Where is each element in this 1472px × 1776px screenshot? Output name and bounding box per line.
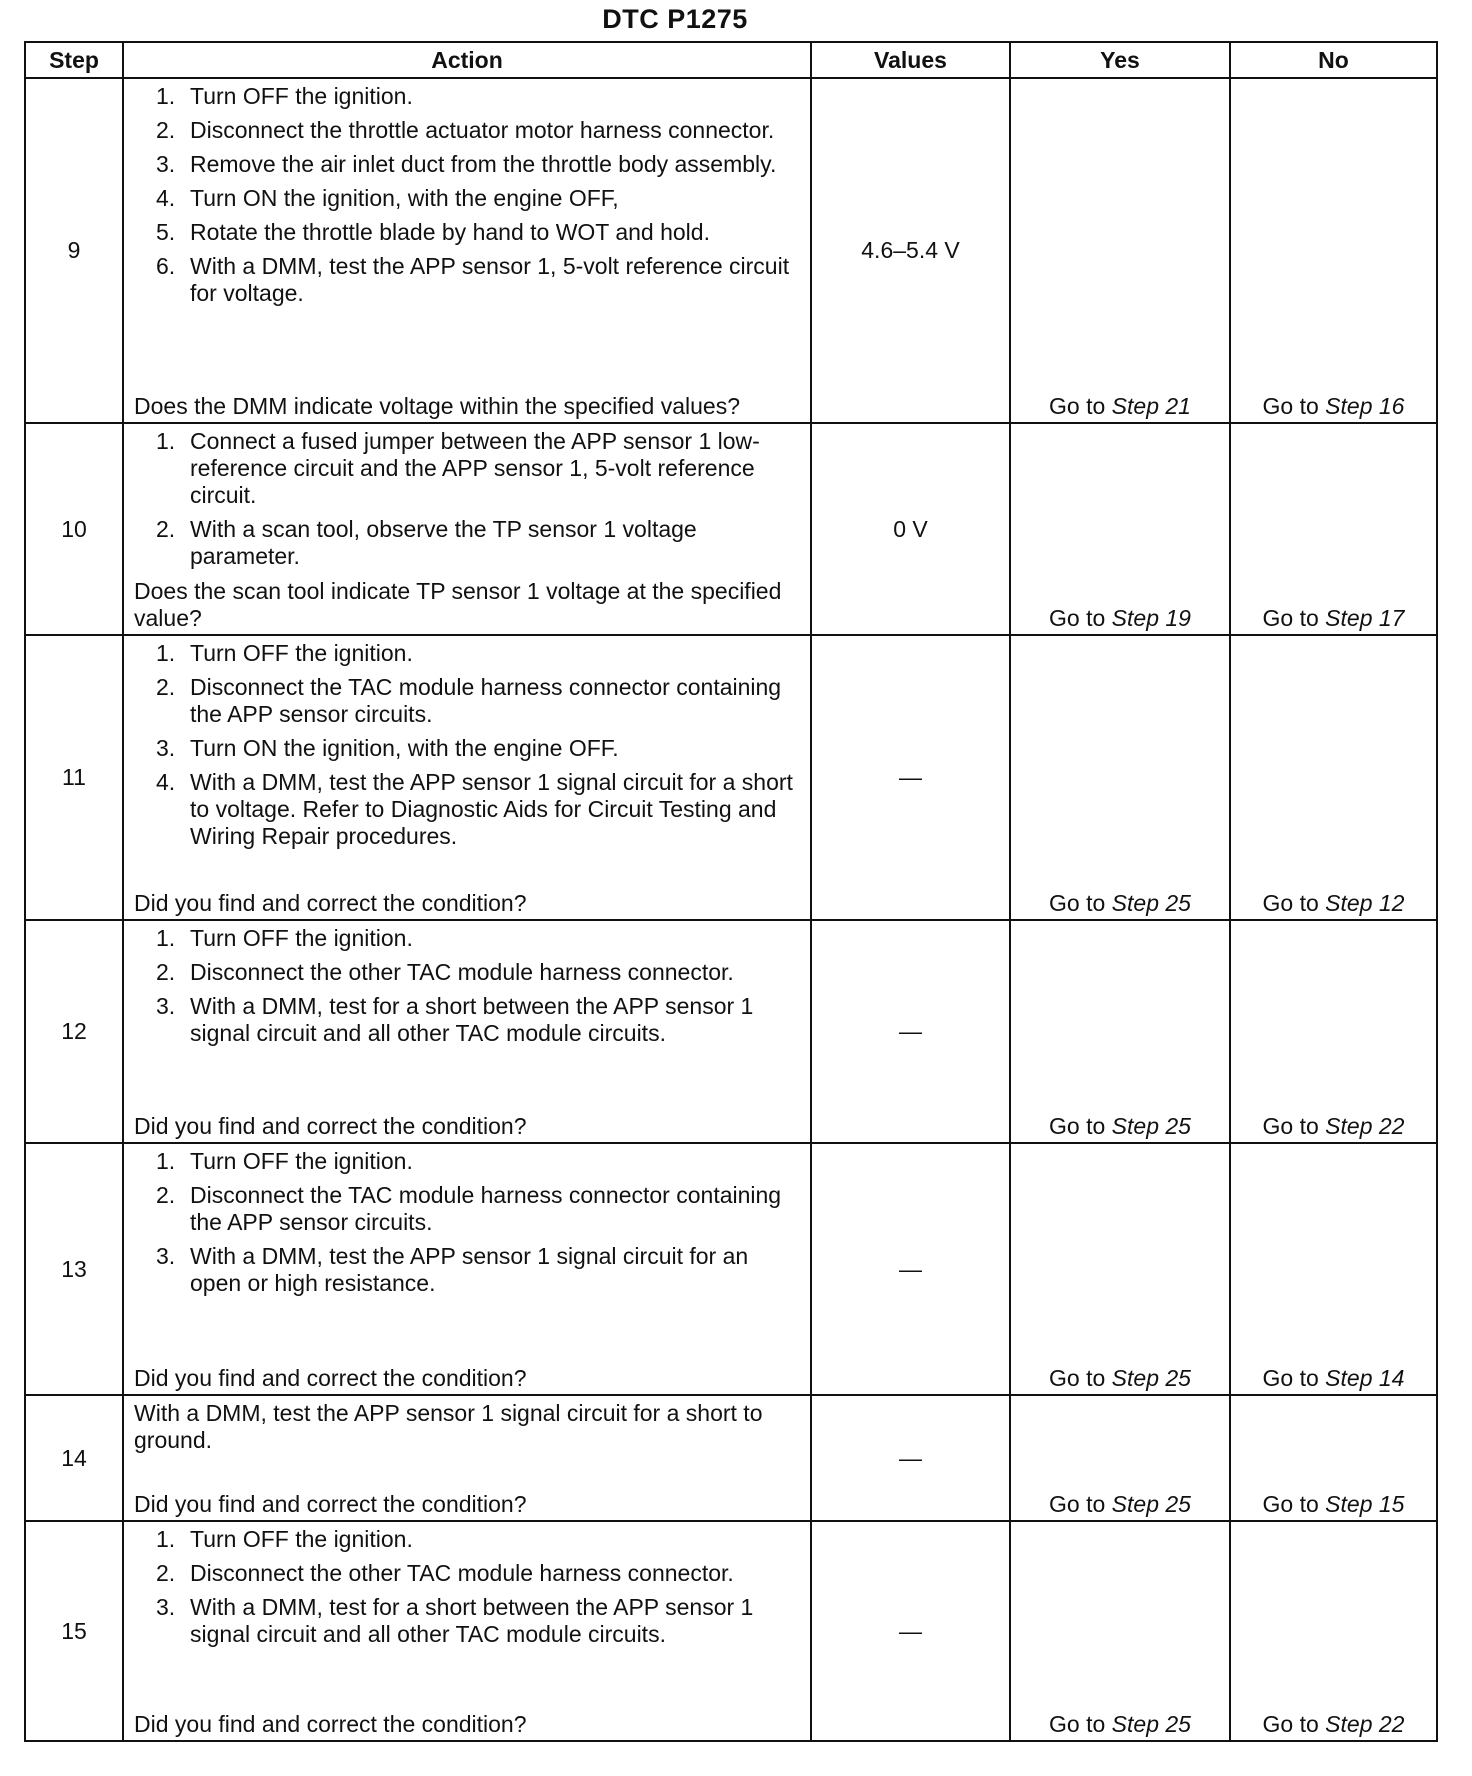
procedure-item-number: 2. [156, 516, 176, 542]
no-cell [1230, 1395, 1437, 1521]
procedure-item-text: Turn OFF the ignition. [190, 1526, 413, 1552]
goto-prefix: Go to [1262, 1365, 1319, 1391]
procedure-item-number: 4. [156, 185, 176, 211]
procedure-item-text: Disconnect the TAC module harness connector containing the APP sensor circuits. [190, 674, 782, 727]
value-cell [811, 1143, 1010, 1395]
procedure-list [134, 925, 802, 1047]
procedure-item-number: 2. [156, 959, 176, 985]
goto-step-link[interactable]: Step 12 [1325, 890, 1405, 916]
procedure-item-number: 3. [156, 993, 176, 1019]
goto-prefix: Go to [1049, 1113, 1106, 1139]
spec-value: — [899, 1255, 922, 1282]
goto-step-link[interactable]: Step 25 [1111, 1113, 1191, 1139]
no-cell [1230, 1521, 1437, 1741]
action-cell [123, 635, 811, 920]
procedure-item-text: Disconnect the TAC module harness connector containing the APP sensor circuits. [190, 1182, 782, 1235]
goto-prefix: Go to [1262, 1113, 1319, 1139]
procedure-item [134, 1182, 802, 1236]
goto-step-link[interactable]: Step 25 [1111, 890, 1191, 916]
table-row [25, 423, 1437, 635]
yes-cell [1010, 423, 1230, 635]
goto-prefix: Go to [1049, 1365, 1106, 1391]
procedure-item [134, 219, 802, 246]
procedure-item-number: 3. [156, 735, 176, 761]
goto-prefix: Go to [1262, 1711, 1319, 1737]
step-number: 10 [25, 423, 123, 635]
value-cell [811, 1521, 1010, 1741]
procedure-list [134, 1148, 802, 1297]
value-cell [811, 920, 1010, 1143]
action-content [134, 83, 802, 420]
spec-value: — [899, 1018, 922, 1044]
procedure-item [134, 185, 802, 212]
action-content [134, 428, 802, 632]
goto-step-link[interactable]: Step 17 [1325, 605, 1405, 631]
goto-step-link[interactable]: Step 25 [1111, 1491, 1191, 1517]
procedure-list [134, 83, 802, 307]
action-cell [123, 1143, 811, 1395]
action-content [134, 925, 802, 1140]
diagnostic-table [24, 41, 1438, 1742]
table-row [25, 635, 1437, 920]
value-cell [811, 1395, 1010, 1521]
action-question: Did you find and correct the condition? [134, 1711, 527, 1737]
goto-step-link[interactable]: Step 22 [1325, 1113, 1405, 1139]
procedure-item-text: With a DMM, test the APP sensor 1 signal circuit for a short to voltage. Refer to Diagnostic Aids for Circuit Testing and Wiring Repair procedures. [190, 769, 793, 849]
action-question: Does the DMM indicate voltage within the specified values? [134, 393, 740, 419]
procedure-item-number: 2. [156, 1560, 176, 1586]
table-row [25, 1521, 1437, 1741]
procedure-item-number: 2. [156, 117, 176, 143]
procedure-item-text: Turn OFF the ignition. [190, 640, 413, 666]
procedure-item-number: 3. [156, 1594, 176, 1620]
step-number: 15 [25, 1521, 123, 1741]
goto-prefix: Go to [1049, 605, 1106, 631]
goto-prefix: Go to [1049, 1491, 1106, 1517]
procedure-list [134, 428, 802, 570]
goto-prefix: Go to [1049, 393, 1106, 419]
table-row [25, 1143, 1437, 1395]
goto-prefix: Go to [1262, 890, 1319, 916]
yes-cell [1010, 635, 1230, 920]
procedure-item-number: 6. [156, 253, 176, 279]
procedure-item [134, 925, 802, 952]
procedure-item-text: Turn OFF the ignition. [190, 83, 413, 109]
action-question: Does the scan tool indicate TP sensor 1 voltage at the specified value? [134, 578, 782, 631]
procedure-item-text: With a DMM, test for a short between the APP sensor 1 signal circuit and all other TAC module circuits. [190, 993, 754, 1046]
procedure-item-text: Connect a fused jumper between the APP sensor 1 low-reference circuit and the APP sensor 1, 5-volt reference circuit. [190, 428, 760, 508]
no-cell [1230, 1143, 1437, 1395]
yes-cell [1010, 1143, 1230, 1395]
procedure-item [134, 640, 802, 667]
procedure-item [134, 253, 802, 307]
procedure-item [134, 1148, 802, 1175]
goto-prefix: Go to [1262, 393, 1319, 419]
value-cell [811, 423, 1010, 635]
goto-prefix: Go to [1262, 1491, 1319, 1517]
no-cell [1230, 920, 1437, 1143]
step-number: 11 [25, 635, 123, 920]
procedure-item [134, 993, 802, 1047]
procedure-item-text: Turn OFF the ignition. [190, 1148, 413, 1174]
yes-cell [1010, 1521, 1230, 1741]
spec-value: — [899, 1444, 922, 1471]
procedure-item [134, 674, 802, 728]
goto-step-link[interactable]: Step 25 [1111, 1365, 1191, 1391]
page-title: DTC P1275 [602, 4, 748, 34]
value-cell [811, 635, 1010, 920]
action-question: Did you find and correct the condition? [134, 890, 527, 916]
procedure-item-text: Rotate the throttle blade by hand to WOT and hold. [190, 219, 710, 245]
action-question: Did you find and correct the condition? [134, 1113, 527, 1139]
spec-value: — [899, 764, 922, 790]
column-header-step: Step [25, 42, 123, 78]
goto-step-link[interactable]: Step 19 [1111, 605, 1191, 631]
procedure-item [134, 83, 802, 110]
procedure-item [134, 1526, 802, 1553]
action-cell [123, 920, 811, 1143]
yes-cell [1010, 78, 1230, 423]
value-cell [811, 78, 1010, 423]
procedure-item-number: 1. [156, 1526, 176, 1552]
column-header-no: No [1230, 42, 1437, 78]
procedure-item-number: 5. [156, 219, 176, 245]
action-cell [123, 423, 811, 635]
procedure-item-text: Disconnect the other TAC module harness connector. [190, 1560, 734, 1586]
procedure-item-number: 1. [156, 1148, 176, 1174]
goto-step-link[interactable]: Step 21 [1111, 393, 1191, 419]
column-header-action: Action [123, 42, 811, 78]
table-row [25, 78, 1437, 423]
goto-step-link[interactable]: Step 14 [1325, 1365, 1405, 1391]
spec-value: 0 V [893, 515, 928, 542]
goto-step-link[interactable]: Step 15 [1325, 1491, 1405, 1517]
procedure-item [134, 1560, 802, 1587]
procedure-item-text: With a DMM, test the APP sensor 1, 5-volt reference circuit for voltage. [190, 253, 790, 306]
procedure-item-number: 1. [156, 925, 176, 951]
procedure-item-number: 1. [156, 640, 176, 666]
action-content [134, 1148, 802, 1392]
column-header-values: Values [811, 42, 1010, 78]
goto-prefix: Go to [1049, 890, 1106, 916]
action-question: Did you find and correct the condition? [134, 1491, 527, 1517]
procedure-item-number: 2. [156, 1182, 176, 1208]
goto-step-link[interactable]: Step 25 [1111, 1711, 1191, 1737]
step-number: 14 [25, 1395, 123, 1521]
procedure-item [134, 1243, 802, 1297]
procedure-item-number: 3. [156, 151, 176, 177]
procedure-item-number: 1. [156, 428, 176, 454]
step-number: 9 [25, 78, 123, 423]
action-cell [123, 1521, 811, 1741]
step-number: 13 [25, 1143, 123, 1395]
procedure-item-number: 3. [156, 1243, 176, 1269]
table-header-row [25, 42, 1437, 78]
procedure-item-text: With a DMM, test for a short between the APP sensor 1 signal circuit and all other TAC module circuits. [190, 1594, 754, 1647]
procedure-item [134, 516, 802, 570]
procedure-item-text: Remove the air inlet duct from the throttle body assembly. [190, 151, 777, 177]
procedure-item [134, 1594, 802, 1648]
procedure-item-number: 2. [156, 674, 176, 700]
table-row [25, 920, 1437, 1143]
no-cell [1230, 78, 1437, 423]
procedure-item-text: Turn ON the ignition, with the engine OFF, [190, 185, 619, 211]
yes-cell [1010, 920, 1230, 1143]
procedure-list [134, 640, 802, 850]
procedure-item-number: 4. [156, 769, 176, 795]
action-instruction: With a DMM, test the APP sensor 1 signal circuit for a short to ground. [134, 1400, 763, 1453]
step-number: 12 [25, 920, 123, 1143]
spec-value: 4.6–5.4 V [861, 237, 960, 263]
procedure-item [134, 959, 802, 986]
procedure-item-text: Turn ON the ignition, with the engine OFF. [190, 735, 619, 761]
action-content [134, 1526, 802, 1738]
table-row [25, 1395, 1437, 1521]
no-cell [1230, 635, 1437, 920]
action-cell [123, 1395, 811, 1521]
procedure-item [134, 151, 802, 178]
goto-step-link[interactable]: Step 16 [1325, 393, 1405, 419]
procedure-item [134, 117, 802, 144]
procedure-item-text: Disconnect the throttle actuator motor harness connector. [190, 117, 775, 143]
yes-cell [1010, 1395, 1230, 1521]
procedure-item-number: 1. [156, 83, 176, 109]
goto-prefix: Go to [1049, 1711, 1106, 1737]
procedure-item-text: With a DMM, test the APP sensor 1 signal circuit for an open or high resistance. [190, 1243, 749, 1296]
action-content [134, 640, 802, 917]
goto-prefix: Go to [1262, 605, 1319, 631]
procedure-item [134, 769, 802, 850]
no-cell [1230, 423, 1437, 635]
action-content [134, 1400, 802, 1518]
procedure-item [134, 735, 802, 762]
action-question: Did you find and correct the condition? [134, 1365, 527, 1391]
procedure-list [134, 1526, 802, 1648]
procedure-item-text: Turn OFF the ignition. [190, 925, 413, 951]
column-header-yes: Yes [1010, 42, 1230, 78]
spec-value: — [899, 1617, 922, 1644]
goto-step-link[interactable]: Step 22 [1325, 1711, 1405, 1737]
procedure-item [134, 428, 802, 509]
procedure-item-text: Disconnect the other TAC module harness connector. [190, 959, 734, 985]
procedure-item-text: With a scan tool, observe the TP sensor 1 voltage parameter. [190, 516, 697, 569]
action-cell [123, 78, 811, 423]
